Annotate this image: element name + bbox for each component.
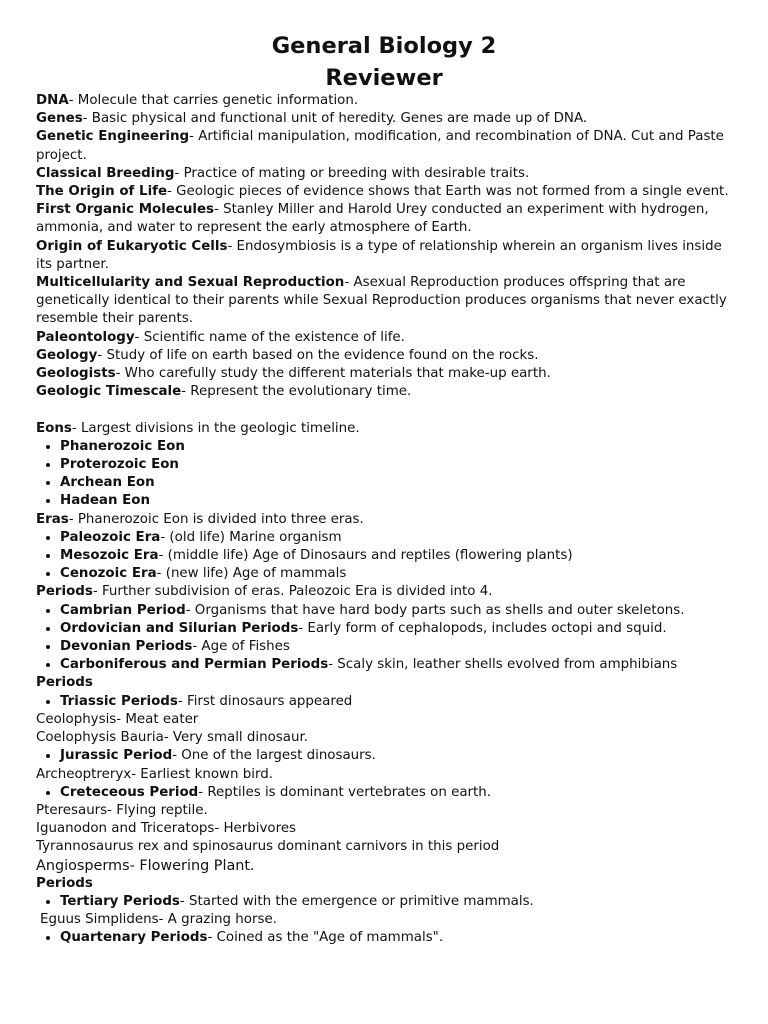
note-line-angiosperms: Angiosperms- Flowering Plant. bbox=[36, 857, 255, 874]
definition-text: - Molecule that carries genetic information. bbox=[68, 93, 359, 108]
term: Ordovician and Silurian Periods bbox=[60, 620, 299, 636]
definition-genetic-engineering bbox=[36, 128, 736, 164]
periods-heading bbox=[36, 583, 736, 601]
definition-text: - Early form of cephalopods, includes octopi and squid. bbox=[298, 620, 667, 636]
reviewer-content bbox=[36, 92, 736, 948]
term: Geologic Timescale bbox=[36, 384, 182, 400]
term: Creteceous Period bbox=[60, 784, 199, 800]
note-line: Iguanodon and Triceratops- Herbivores bbox=[36, 821, 297, 837]
definition-genes bbox=[36, 110, 736, 128]
note-line: Ceolophysis- Meat eater bbox=[36, 711, 199, 727]
term: Cenozoic Era bbox=[60, 566, 157, 582]
list-item bbox=[60, 438, 736, 456]
list-item bbox=[60, 474, 736, 492]
list-item bbox=[60, 620, 736, 638]
eras-list bbox=[36, 529, 736, 584]
list-item bbox=[60, 747, 736, 765]
list-item bbox=[60, 529, 736, 547]
term: Genes bbox=[36, 111, 83, 127]
document-title-line2: Reviewer bbox=[325, 65, 443, 91]
term: Periods bbox=[36, 675, 93, 691]
eon-name: Phanerozoic Eon bbox=[60, 438, 185, 454]
list-item bbox=[60, 547, 736, 565]
term: DNA bbox=[36, 93, 69, 108]
paleozoic-periods-list bbox=[36, 602, 736, 675]
list-item bbox=[60, 602, 736, 620]
definition-eukaryotic-cells bbox=[36, 238, 736, 274]
definition-origin-of-life bbox=[36, 183, 736, 201]
term: Devonian Periods bbox=[60, 639, 193, 655]
term: Periods bbox=[36, 875, 93, 891]
term: Eras bbox=[36, 511, 69, 527]
definition-classical-breeding bbox=[36, 165, 736, 183]
definition-text: - Practice of mating or breeding with desirable traits. bbox=[174, 165, 530, 181]
quartenary-list bbox=[36, 929, 736, 947]
note-line: Tyrannosaurus rex and spinosaurus dominant carnivors in this period bbox=[36, 839, 500, 855]
definition-text: - Reptiles is dominant vertebrates on earth. bbox=[198, 784, 492, 800]
term: Triassic Periods bbox=[60, 693, 178, 709]
list-item bbox=[60, 656, 736, 674]
list-item bbox=[60, 565, 736, 583]
term: Cambrian Period bbox=[60, 602, 186, 618]
term: First Organic Molecules bbox=[36, 202, 215, 218]
definition-text: - Asexual Reproduction produces offspring that are genetically identical to their parents while Sexual Reproduction produces organisms that never exactly resemble their parents. bbox=[36, 275, 727, 327]
term: Classical Breeding bbox=[36, 165, 175, 181]
list-item bbox=[60, 693, 736, 711]
term: Origin of Eukaryotic Cells bbox=[36, 238, 228, 254]
list-item bbox=[60, 492, 736, 510]
definition-text: - Largest divisions in the geologic timeline. bbox=[71, 420, 360, 436]
definition-geologic-timescale bbox=[36, 383, 736, 401]
term: Periods bbox=[36, 584, 93, 600]
note-line: Eguus Simplidens- A grazing horse. bbox=[40, 912, 277, 928]
definition-multicellularity bbox=[36, 274, 736, 329]
eons-heading bbox=[36, 420, 736, 438]
document-title-line1: General Biology 2 bbox=[271, 33, 497, 59]
definition-text: - Basic physical and functional unit of heredity. Genes are made up of DNA. bbox=[82, 111, 588, 127]
definition-text: - Phanerozoic Eon is divided into three eras. bbox=[68, 511, 364, 527]
list-item bbox=[60, 929, 736, 947]
definition-text: - (new life) Age of mammals bbox=[156, 566, 347, 582]
term: Mesozoic Era bbox=[60, 548, 159, 564]
definition-geology bbox=[36, 347, 736, 365]
term: Jurassic Period bbox=[60, 748, 173, 764]
definition-text: - (middle life) Age of Dinosaurs and reptiles (flowering plants) bbox=[158, 548, 573, 564]
periods-heading-2 bbox=[36, 674, 736, 692]
definition-text: - Study of life on earth based on the evidence found on the rocks. bbox=[97, 347, 539, 363]
list-item bbox=[60, 456, 736, 474]
jurassic-list bbox=[36, 747, 736, 765]
term: Geology bbox=[36, 347, 98, 363]
eon-name: Hadean Eon bbox=[60, 493, 151, 509]
term: Carboniferous and Permian Periods bbox=[60, 657, 329, 673]
note-line: Pteresaurs- Flying reptile. bbox=[36, 802, 208, 818]
note-line: Archeoptreryx- Earliest known bird. bbox=[36, 766, 274, 782]
definition-text: - One of the largest dinosaurs. bbox=[172, 748, 376, 764]
term: Paleontology bbox=[36, 329, 135, 345]
definition-text: - Scientific name of the existence of life. bbox=[134, 329, 405, 345]
definition-text: - Represent the evolutionary time. bbox=[181, 384, 412, 400]
definition-first-organic-molecules bbox=[36, 201, 736, 237]
definition-dna bbox=[36, 92, 736, 110]
list-item bbox=[60, 784, 736, 802]
term: Eons bbox=[36, 420, 72, 436]
list-item bbox=[60, 893, 736, 911]
definition-text: - Age of Fishes bbox=[192, 639, 290, 655]
term: Genetic Engineering bbox=[36, 129, 190, 145]
definition-text: - Coined as the "Age of mammals". bbox=[207, 930, 444, 946]
term: Multicellularity and Sexual Reproduction bbox=[36, 275, 345, 291]
definition-text: - First dinosaurs appeared bbox=[177, 693, 353, 709]
definition-text: - Stanley Miller and Harold Urey conducted an experiment with hydrogen, ammonia, and water to represent the early atmosphere of Earth. bbox=[36, 202, 709, 236]
definition-text: - Started with the emergence or primitive mammals. bbox=[179, 893, 534, 909]
definition-paleontology bbox=[36, 329, 736, 347]
definition-text: - Artificial manipulation, modification, and recombination of DNA. Cut and Paste project. bbox=[36, 129, 724, 163]
definition-text: - Geologic pieces of evidence shows that Earth was not formed from a single event. bbox=[167, 184, 729, 200]
eons-list bbox=[36, 438, 736, 511]
definition-text: - Organisms that have hard body parts such as shells and outer skeletons. bbox=[185, 602, 685, 618]
spacer bbox=[36, 401, 736, 419]
triassic-list bbox=[36, 693, 736, 711]
tertiary-list bbox=[36, 893, 736, 911]
term: Paleozoic Era bbox=[60, 529, 161, 545]
definition-text: - Endosymbiosis is a type of relationship wherein an organism lives inside its partner. bbox=[36, 238, 722, 272]
definition-text: - Further subdivision of eras. Paleozoic Era is divided into 4. bbox=[92, 584, 493, 600]
term: Quartenary Periods bbox=[60, 930, 208, 946]
term: The Origin of Life bbox=[36, 184, 168, 200]
creteceous-list bbox=[36, 784, 736, 802]
term: Tertiary Periods bbox=[60, 893, 180, 909]
definition-text: - (old life) Marine organism bbox=[160, 529, 342, 545]
list-item bbox=[60, 638, 736, 656]
definition-text: - Who carefully study the different materials that make-up earth. bbox=[115, 366, 551, 382]
definition-text: - Scaly skin, leather shells evolved from amphibians bbox=[328, 657, 678, 673]
eon-name: Proterozoic Eon bbox=[60, 457, 179, 473]
periods-heading-3 bbox=[36, 875, 736, 893]
note-line: Coelophysis Bauria- Very small dinosaur. bbox=[36, 730, 309, 746]
eras-heading bbox=[36, 511, 736, 529]
definition-geologists bbox=[36, 365, 736, 383]
term: Geologists bbox=[36, 366, 116, 382]
eon-name: Archean Eon bbox=[60, 475, 155, 491]
